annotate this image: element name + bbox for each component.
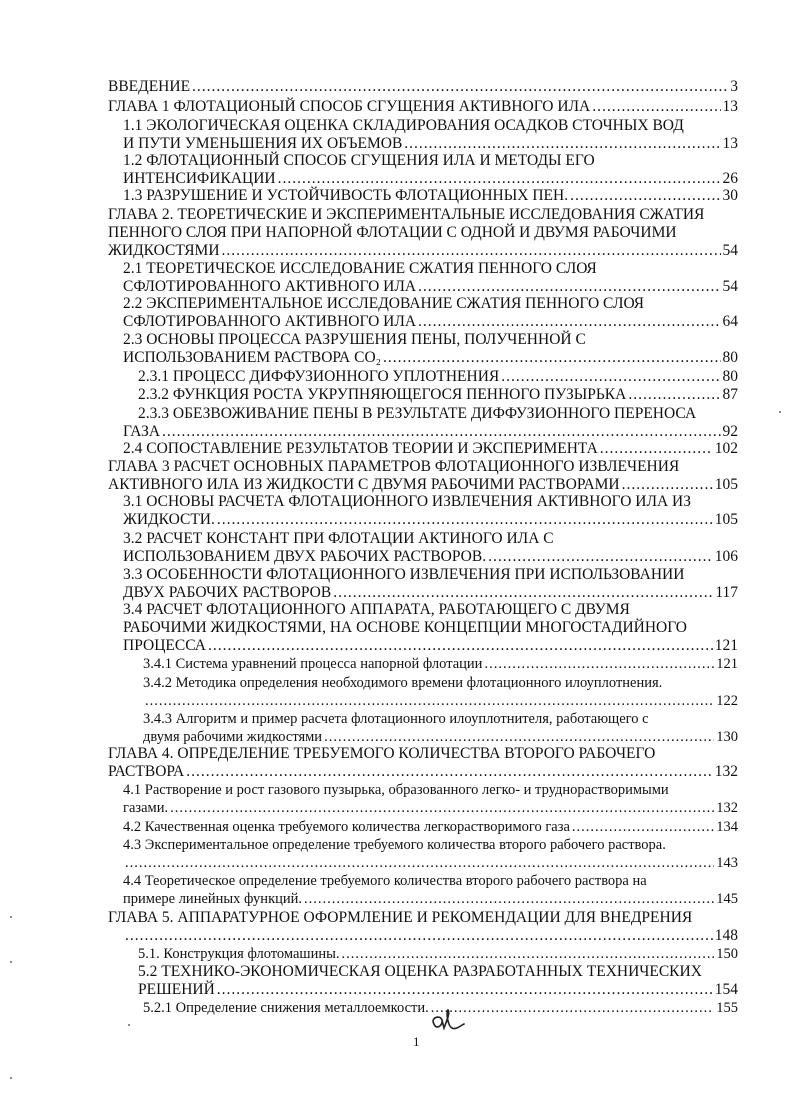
toc-entry-line [143,674,738,693]
page-number: 1 [413,1034,420,1049]
toc-entry-title: 3.4.3 Алгоритм и пример расчета флотационного илоуплотнителя, работающего с [143,711,649,727]
toc-entry-line-leader [123,636,738,655]
dot-leader [570,186,720,205]
dot-leader [383,348,720,367]
toc-entry-title: РАБОЧИМИ ЖИДКОСТЯМИ, НА ОСНОВЕ КОНЦЕПЦИИ МНОГОСТАДИЙНОГО [123,619,687,636]
toc-entry-line [138,404,738,423]
toc-entry-title: примере линейных функций. [123,891,303,907]
toc-entry-line [123,330,738,349]
toc-entry-title: ГЛАВА 5. АППАРАТУРНОЕ ОФОРМЛЕНИЕ И РЕКОМЕНДАЦИИ ДЛЯ ВНЕДРЕНИЯ [108,909,693,926]
scan-speck [10,961,12,963]
toc-page-number: 106 [714,548,738,565]
scan-speck [128,1024,130,1026]
toc-entry-title: 1.1 ЭКОЛОГИЧЕСКАЯ ОЦЕНКА СКЛАДИРОВАНИЯ ОСАДКОВ СТОЧНЫХ ВОД [123,117,684,134]
toc-entry-line [123,781,738,800]
toc-page-number: 102 [714,440,738,457]
toc-entry-line-leader [123,854,738,873]
toc-entry-title: 4.3 Экспериментальное определение требуемого количества второго рабочего раствора. [123,837,666,853]
dot-leader [501,367,720,386]
toc-entry-title: ИСПОЛЬЗОВАНИЕМ ДВУХ РАБОЧИХ РАСТВОРОВ. [123,548,487,565]
dot-leader [170,799,714,818]
toc-entry-title: ДВУХ РАБОЧИХ РАСТВОРОВ [123,584,332,601]
toc-entry-title: ЖИДКОСТЯМИ [108,242,220,259]
toc-entry-title: ПРОЦЕССА [123,637,206,654]
toc-page-number: 148 [714,927,738,944]
dot-leader [208,636,713,655]
dot-leader [145,692,714,711]
dot-leader [600,439,713,458]
toc-entry-title: 2.3.2 ФУНКЦИЯ РОСТА УКРУПНЯЮЩЕГОСЯ ПЕННОГО ПУЗЫРЬКА [138,386,627,403]
toc-entry-line [108,205,738,224]
toc-entry-title: 5.2 ТЕХНИКО-ЭКОНОМИЧЕСКАЯ ОЦЕНКА РАЗРАБОТАННЫХ ТЕХНИЧЕСКИХ [138,963,702,980]
toc-page-number: 3 [730,78,738,95]
toc-page-number: 121 [716,656,738,672]
dot-leader [192,77,728,96]
dot-leader [431,999,715,1018]
toc-entry-line [108,744,738,763]
dot-leader [125,854,714,873]
toc-entry-line-leader [108,762,738,781]
toc-entry-title: ГЛАВА 4. ОПРЕДЕЛЕНИЕ ТРЕБУЕМОГО КОЛИЧЕСТВА ВТОРОГО РАБОЧЕГО [108,745,656,762]
toc-entry-title: 4.4 Теоретическое определение требуемого количества второго рабочего раствора на [123,873,647,889]
toc-entry-line-leader [123,926,738,945]
toc-entry-line-leader [143,692,738,711]
dot-leader [592,97,720,116]
dot-leader [488,547,713,566]
toc-entry-title: 5.2.1 Определение снижения металлоемкости. [143,1000,429,1016]
toc-entry-title: 2.3.3 ОБЕЗВОЖИВАНИЕ ПЕНЫ В РЕЗУЛЬТАТЕ ДИФФУЗИОННОГО ПЕРЕНОСА [138,405,697,422]
dot-leader [125,926,713,945]
dot-leader [217,510,713,529]
toc-entry-title: 4.2 Качественная оценка требуемого количества легкорастворимого газа [123,819,570,835]
dot-leader [304,890,714,909]
toc-entry-title: ГЛАВА 3 РАСЧЕТ ОСНОВНЫХ ПАРАМЕТРОВ ФЛОТАЦИОННОГО ИЗВЛЕЧЕНИЯ [108,458,680,475]
toc-entry-title: 4.1 Растворение и рост газового пузырька, образованного легко- и труднорастворимыми [123,782,669,798]
toc-page-number: 13 [722,135,738,152]
toc-entry-title: 3.4.2 Методика определения необходимого времени флотационного илоуплотнения. [143,675,663,691]
toc-entry-title: ПЕННОГО СЛОЯ ПРИ НАПОРНОЙ ФЛОТАЦИИ С ОДНОЙ И ДВУМЯ РАБОЧИМИ [108,224,677,241]
toc-entry-line-leader [123,818,738,837]
scan-speck [10,1077,12,1079]
toc-entry-title: 3.4.1 Система уравнений процесса напорной флотации [143,656,483,672]
scan-speck [779,411,781,413]
toc-entry-line [123,529,738,548]
dot-leader [418,312,720,331]
toc-page-number: 80 [722,368,738,385]
toc-entry-line [123,836,738,855]
toc-entry-line [123,151,738,170]
toc-page-number: 13 [722,98,738,115]
toc-entry-line-leader [138,980,738,999]
toc-entry-line [123,600,738,619]
dot-leader [572,818,714,837]
toc-entry-line [138,962,738,981]
toc-page-number: 155 [716,1000,738,1016]
toc-page-number: 30 [722,187,738,204]
toc-entry-title: ИСПОЛЬЗОВАНИЕМ РАСТВОРА CO₂ [123,349,382,366]
toc-page-number: 132 [714,763,738,780]
toc-entry-line [123,872,738,891]
toc-entry-line-leader [123,312,738,331]
toc-entry-line-leader [123,348,738,367]
toc-entry-line [123,618,738,637]
toc-page-number: 132 [716,800,738,816]
toc-page-number: 154 [714,981,738,998]
toc-entry-line-leader [123,510,738,529]
toc-entry-title: двумя рабочими жидкостями [143,729,323,745]
toc-entry-line [123,116,738,135]
toc-page-number: 105 [714,476,738,493]
toc-page-number: 80 [722,349,738,366]
scan-speck [10,916,12,918]
toc-page-number: 105 [714,511,738,528]
toc-page-number: 54 [722,242,738,259]
toc-entry-title: 5.1. Конструкция флотомашины. [138,946,340,962]
toc-entry-title: 3.3 ОСОБЕННОСТИ ФЛОТАЦИОННОГО ИЗВЛЕЧЕНИЯ ПРИ ИСПОЛЬЗОВАНИИ [123,566,685,583]
toc-entry-title: ИНТЕНСИФИКАЦИИ [123,170,276,187]
dot-leader [217,980,713,999]
dot-leader [186,762,713,781]
toc-page-number: 145 [716,891,738,907]
toc-entry-title: 2.2 ЭКСПЕРИМЕНТАЛЬНОЕ ИССЛЕДОВАНИЕ СЖАТИЯ ПЕННОГО СЛОЯ [123,295,644,312]
toc-entry-title: И ПУТИ УМЕНЬШЕНИЯ ИХ ОБЪЕМОВ [123,135,403,152]
toc-entry-line-leader [108,241,738,260]
toc-entry-title: 3.2 РАСЧЕТ КОНСТАНТ ПРИ ФЛОТАЦИИ АКТИНОГО ИЛА С [123,530,554,547]
toc-entry-title: 2.3 ОСНОВЫ ПРОЦЕССА РАЗРУШЕНИЯ ПЕНЫ, ПОЛУЧЕННОЙ С [123,331,586,348]
toc-entry-title: 2.4 СОПОСТАВЛЕНИЕ РЕЗУЛЬТАТОВ ТЕОРИИ И ЭКСПЕРИМЕНТА [123,440,598,457]
toc-page-number: 54 [722,278,738,295]
dot-leader [222,241,721,260]
toc-page-number: 143 [716,855,738,871]
toc-entry-title: газами. [123,800,169,816]
toc-page-number: 117 [715,584,738,601]
toc-entry-line-leader [123,890,738,909]
toc-entry-line-leader [123,799,738,818]
toc-entry-line-leader [108,77,738,96]
toc-entry-line [108,457,738,476]
handwritten-mark [428,1008,468,1036]
toc-page-number: 121 [714,637,738,654]
toc-entry-line [143,710,738,729]
toc-entry-title: 1.3 РАЗРУШЕНИЕ И УСТОЙЧИВОСТЬ ФЛОТАЦИОННЫХ ПЕН. [123,187,569,204]
toc-entry-line-leader [138,367,738,386]
toc-entry-title: АКТИВНОГО ИЛА ИЗ ЖИДКОСТИ С ДВУМЯ РАБОЧИМИ РАСТВОРАМИ [108,476,620,493]
toc-entry-title: 3.4 РАСЧЕТ ФЛОТАЦИОННОГО АППАРАТА, РАБОТАЮЩЕГО С ДВУМЯ [123,601,630,618]
toc-entry-title: ГАЗА [123,423,161,440]
dot-leader [628,385,720,404]
toc-entry-title: РЕШЕНИЙ [138,981,215,998]
toc-entry-title: СФЛОТИРОВАННОГО АКТИВНОГО ИЛА [123,278,417,295]
toc-page-number: 130 [716,729,738,745]
toc-entry-line [108,908,738,927]
toc-entry-title: ГЛАВА 2. ТЕОРЕТИЧЕСКИЕ И ЭКСПЕРИМЕНТАЛЬНЫЕ ИССЛЕДОВАНИЯ СЖАТИЯ [108,206,705,223]
toc-page-number: 150 [716,946,738,962]
toc-page-number: 26 [722,170,738,187]
toc-entry-line-leader [143,655,738,674]
toc-page-number: 92 [722,423,738,440]
toc-page-number: 87 [722,386,738,403]
toc-entry-title: ВВЕДЕНИЕ [108,78,191,95]
toc-page-number: 134 [716,819,738,835]
toc-entry-title: 2.1 ТЕОРЕТИЧЕСКОЕ ИССЛЕДОВАНИЕ СЖАТИЯ ПЕННОГО СЛОЯ [123,260,597,277]
toc-entry-line [123,294,738,313]
toc-entry-title: ЖИДКОСТИ. [123,511,215,528]
toc-entry-line [123,492,738,511]
dot-leader [484,655,714,674]
toc-entry-title: 1.2 ФЛОТАЦИОННЫЙ СПОСОБ СГУЩЕНИЯ ИЛА И МЕТОДЫ ЕГО [123,152,595,169]
toc-entry-title: СФЛОТИРОВАННОГО АКТИВНОГО ИЛА [123,313,417,330]
toc-entry-line-leader [123,547,738,566]
toc-entry-line-leader [123,439,738,458]
toc-entry-line-leader [138,385,738,404]
toc-entry-title: 2.3.1 ПРОЦЕСС ДИФФУЗИОННОГО УПЛОТНЕНИЯ [138,368,500,385]
toc-page-number: 64 [722,313,738,330]
toc-entry-line [108,223,738,242]
toc-entry-title: 3.1 ОСНОВЫ РАСЧЕТА ФЛОТАЦИОННОГО ИЗВЛЕЧЕНИЯ АКТИВНОГО ИЛА ИЗ [123,493,692,510]
toc-page-number: 122 [716,693,738,709]
toc-entry-line [123,565,738,584]
toc-entry-title: РАСТВОРА [108,763,185,780]
toc-entry-line [123,259,738,278]
toc-entry-line-leader [108,97,738,116]
toc-entry-title: ГЛАВА 1 ФЛОТАЦИОНЫЙ СПОСОБ СГУЩЕНИЯ АКТИВНОГО ИЛА [108,98,591,115]
toc-entry-line-leader [123,186,738,205]
